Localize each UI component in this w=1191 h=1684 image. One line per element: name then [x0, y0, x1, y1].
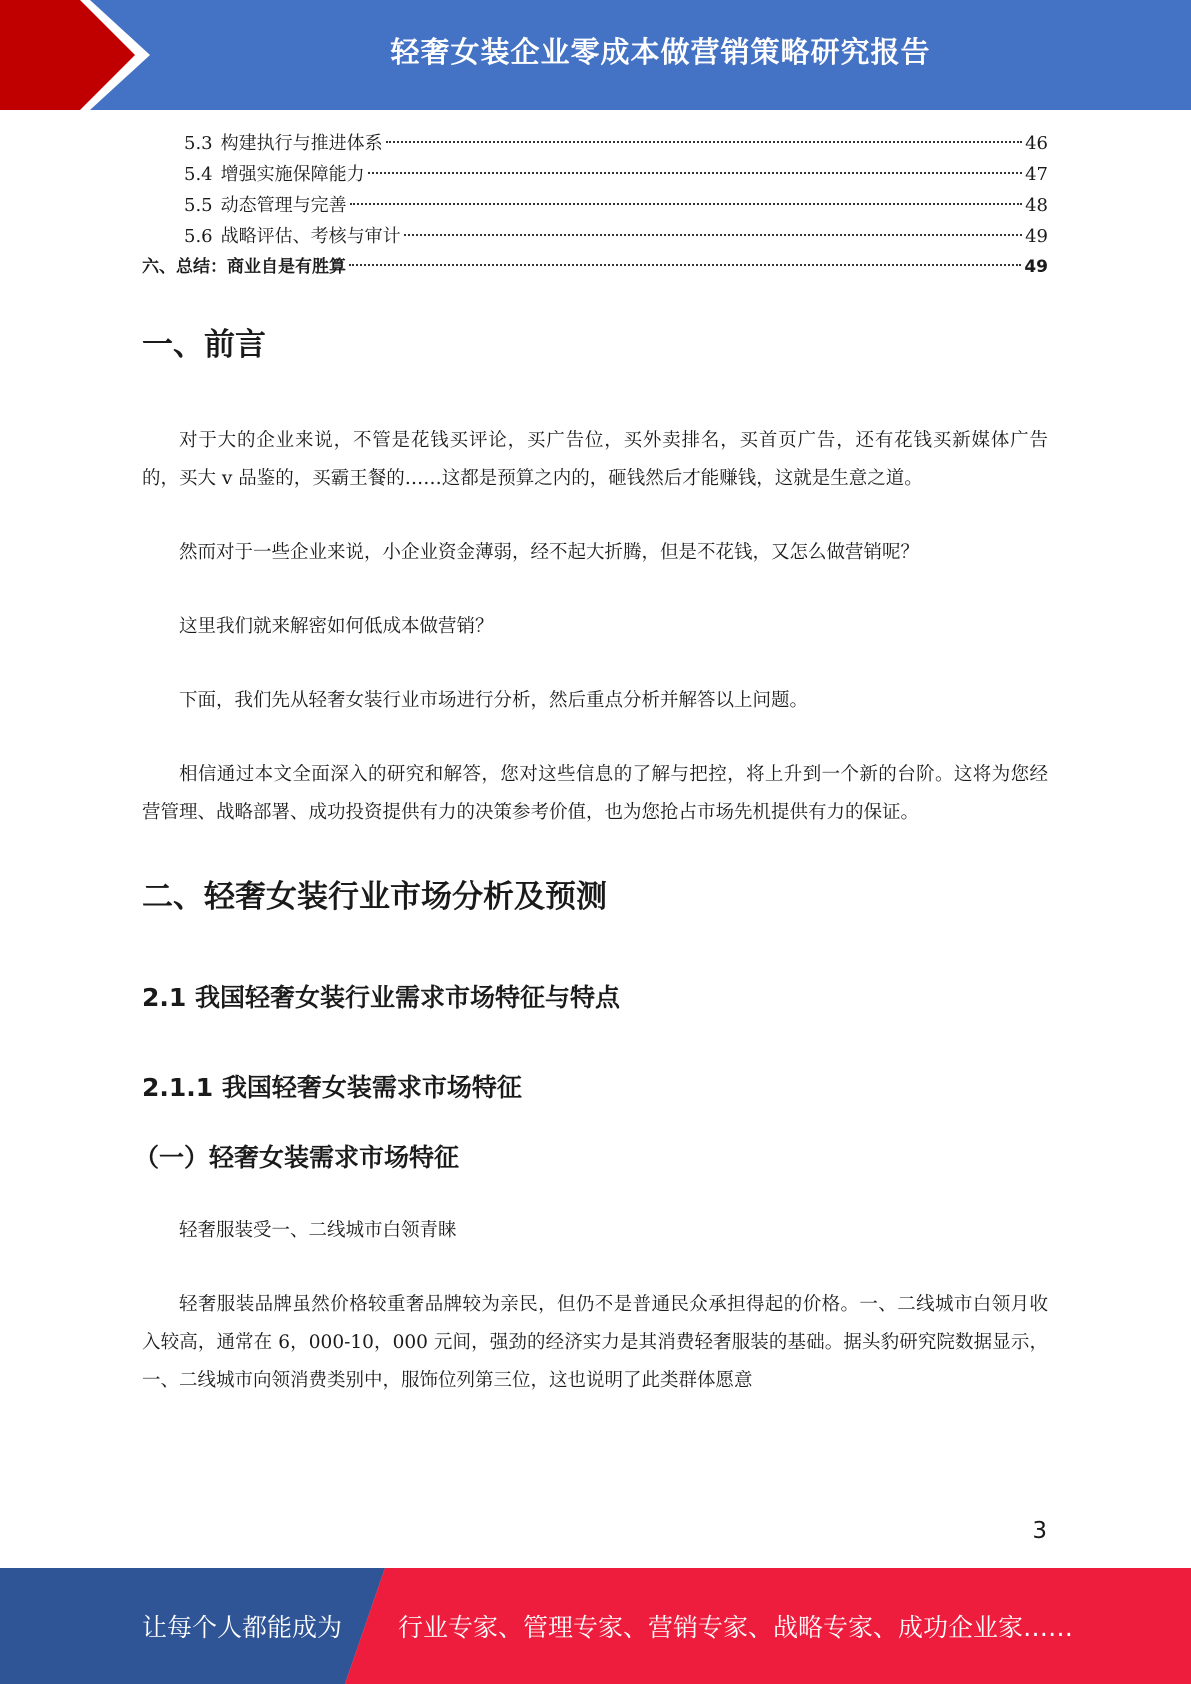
paragraph: 这里我们就来解密如何低成本做营销？ — [179, 616, 494, 637]
page-number: 3 — [1032, 1518, 1047, 1544]
paragraph: 轻奢服装受一、二线城市白领青睐 — [179, 1220, 457, 1241]
toc-label: 战略评估、考核与审计 — [220, 226, 401, 247]
toc-label: 增强实施保障能力 — [220, 164, 365, 185]
paragraph: 对于大的企业来说，不管是花钱买评论，买广告位，买外卖排名，买首页广告，还有花钱买新媒体广告的，买大 v 品鉴的，买霸王餐的……这都是预算之内的，砸钱然后才能赚钱，这就是生意之道。 — [142, 430, 1048, 489]
toc-entry-chapter[interactable] — [142, 252, 1048, 283]
toc-leader — [368, 172, 1022, 174]
toc-leader — [386, 141, 1022, 143]
toc-leader — [350, 203, 1022, 205]
table-of-contents — [142, 128, 1048, 283]
paragraph: 相信通过本文全面深入的研究和解答，您对这些信息的了解与把控，将上升到一个新的台阶。这将为您经营管理、战略部署、成功投资提供有力的决策参考价值，也为您抢占市场先机提供有力的保证。 — [142, 764, 1048, 823]
toc-label: 六、总结：商业自是有胜算 — [142, 257, 346, 277]
toc-number: 5.3 — [184, 133, 213, 154]
toc-label: 动态管理与完善 — [220, 195, 347, 216]
section-heading-preface: 一、前言 — [142, 327, 266, 363]
toc-leader — [404, 234, 1022, 236]
section-heading-market-analysis: 二、轻奢女装行业市场分析及预测 — [142, 879, 607, 915]
header-banner — [0, 0, 1191, 110]
subsubsection-heading: 2.1.1 我国轻奢女装需求市场特征 — [142, 1073, 522, 1102]
toc-entry[interactable] — [142, 190, 1048, 221]
toc-number: 5.4 — [184, 164, 213, 185]
toc-entry[interactable] — [142, 128, 1048, 159]
footer-slogan-left: 让每个人都能成为 — [142, 1613, 343, 1642]
paragraph: 然而对于一些企业来说，小企业资金薄弱，经不起大折腾，但是不花钱，又怎么做营销呢？ — [179, 542, 920, 563]
toc-number: 5.5 — [184, 195, 213, 216]
toc-entry[interactable] — [142, 221, 1048, 252]
toc-entry[interactable] — [142, 159, 1048, 190]
toc-page: 49 — [1025, 226, 1048, 247]
footer-banner — [0, 1568, 1191, 1684]
toc-label: 构建执行与推进体系 — [220, 133, 383, 154]
paragraph: 下面，我们先从轻奢女装行业市场进行分析，然后重点分析并解答以上问题。 — [179, 690, 809, 711]
paragraph: 轻奢服装品牌虽然价格较重奢品牌较为亲民，但仍不是普通民众承担得起的价格。一、二线城市白领月收入较高，通常在 6，000-10，000 元间，强劲的经济实力是其消费轻奢服装的基础。据头豹研究院数据显示，一、二线城市向领消费类别中，服饰位列第三位，这也说明了此类群体愿意 — [142, 1294, 1048, 1391]
toc-page: 47 — [1025, 164, 1048, 185]
toc-leader — [349, 264, 1021, 266]
toc-number: 5.6 — [184, 226, 213, 247]
toc-page: 48 — [1025, 195, 1048, 216]
report-title: 轻奢女装企业零成本做营销策略研究报告 — [390, 34, 931, 69]
footer-slogan-right: 行业专家、管理专家、营销专家、战略专家、成功企业家…… — [398, 1613, 1074, 1642]
toc-page: 46 — [1025, 133, 1048, 154]
toc-page: 49 — [1024, 257, 1048, 277]
subsubsubsection-heading: （一）轻奢女装需求市场特征 — [134, 1143, 460, 1172]
subsection-heading: 2.1 我国轻奢女装行业需求市场特征与特点 — [142, 983, 620, 1012]
document-body — [134, 320, 1048, 1400]
